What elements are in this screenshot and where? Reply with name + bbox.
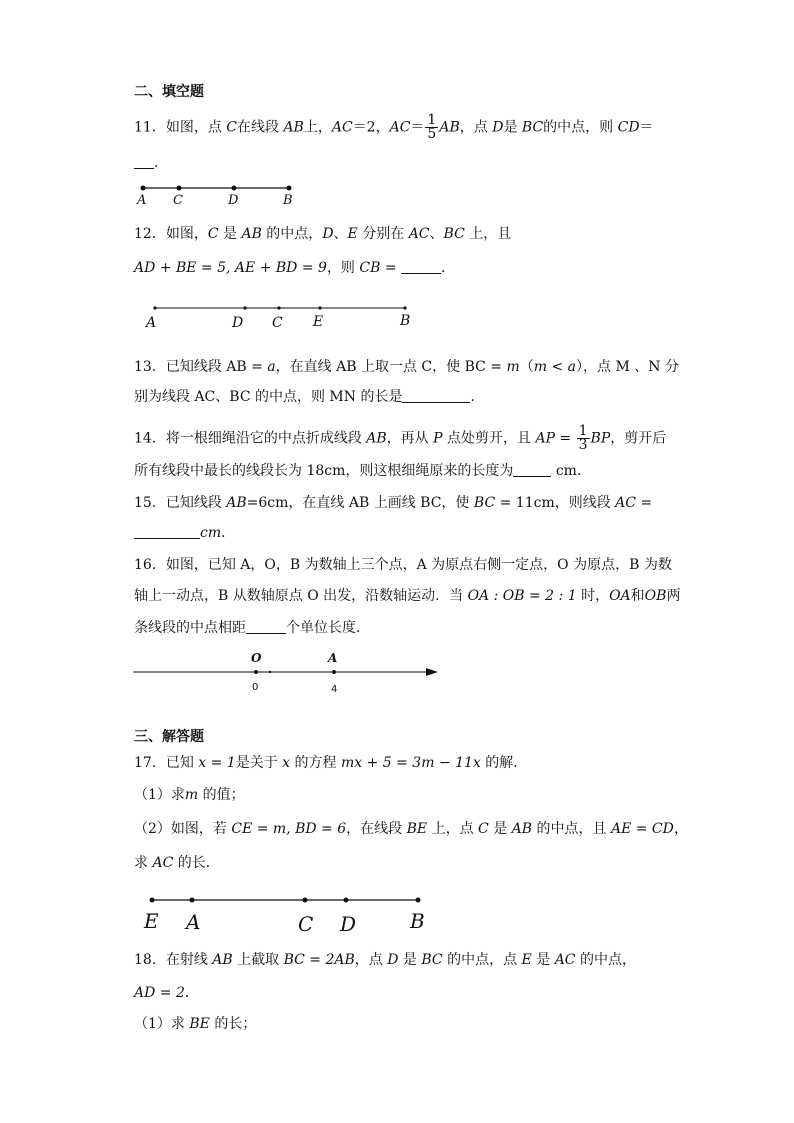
q11-text: ＝ <box>410 119 425 136</box>
q18-text: 的长； <box>209 1016 257 1032</box>
q17-equation: mx + 5 = 3m − 11x <box>340 755 481 771</box>
q11-var: BC <box>521 119 544 136</box>
q11-text: 的中点，则 <box>543 119 618 136</box>
q11-var: CD <box>617 119 640 136</box>
q12-period: ． <box>441 260 456 276</box>
q17-point <box>416 898 421 903</box>
q12-var: CB <box>359 260 381 276</box>
q11-point <box>141 186 146 191</box>
q16-point-a <box>332 670 336 674</box>
q15-unit: cm <box>200 525 222 541</box>
q11-var: D <box>492 119 504 136</box>
q18-text: 的中点，点 <box>442 952 522 968</box>
q17-text: （2）如图，若 <box>134 821 232 837</box>
q15-var: AB <box>226 495 247 511</box>
q15-var: BC <box>473 495 496 511</box>
q12-point <box>403 306 406 309</box>
q15-var: AC <box>615 495 636 511</box>
q14-text: 14．将一根细绳沿它的中点折成线段 <box>134 430 367 447</box>
q17-equation: x = 1 <box>198 755 236 771</box>
q18-text: 18．在射线 <box>134 952 213 968</box>
q16-text: 条线段的中点相距 <box>134 620 246 636</box>
q13-text: 13．已知线段 AB = <box>134 359 268 375</box>
q12-var: AB <box>241 226 262 242</box>
q18-var: BC <box>421 952 443 968</box>
q12-point-label: E <box>313 314 324 330</box>
q16-tick-label: 4 <box>331 684 338 695</box>
q16-var: OA <box>609 588 631 604</box>
q17-point <box>344 898 349 903</box>
q17-equation: CE = m, BD = 6 <box>231 821 347 837</box>
q12-text: ，则 <box>326 260 360 276</box>
q12-equation: AD + BE = 5, AE + BD = 9 <box>134 260 327 276</box>
q16-text: 16．如图，已知 A，O，B 为数轴上三个点，A 为原点右侧一定点，O 为原点，B 为数 <box>134 557 672 573</box>
q16-number-line <box>133 651 438 695</box>
q12-point <box>243 306 246 309</box>
q12-text: 分别在 <box>357 226 409 242</box>
q17-text: 上，点 <box>427 821 479 837</box>
q17-text: 求 <box>134 855 153 871</box>
q15-text: 15．已知线段 <box>134 495 227 511</box>
q11-text: ＝ <box>639 119 654 136</box>
q17-text: 是 <box>488 821 512 837</box>
q11-frac-num: 1 <box>427 112 437 128</box>
q17-text: 17．已知 <box>134 755 199 771</box>
q18-text: 是 <box>398 952 422 968</box>
q18-equation: AD = 2 <box>134 985 185 1001</box>
q18-text: ，点 <box>354 952 388 968</box>
q17-var: AB <box>511 821 533 837</box>
q15-text: = 11cm，则线段 <box>495 495 616 511</box>
q16-text: 两 <box>666 588 681 604</box>
q11-var: AC <box>331 119 353 136</box>
q17-point-label: C <box>298 912 314 936</box>
q17-var: C <box>478 821 489 837</box>
q12-text: 、 <box>333 226 348 242</box>
q16-text: 个单位长度． <box>286 620 370 636</box>
q11-point-label: B <box>283 193 293 208</box>
q14-text: cm． <box>551 463 591 479</box>
q13-text: ，在直线 AB 上取一点 C，使 BC = <box>275 359 507 375</box>
q18-equation: BC = 2AB <box>283 952 355 968</box>
q17-point-label: E <box>144 909 159 933</box>
q16-text: 时， <box>576 588 610 604</box>
q12-text: 是 <box>218 226 242 242</box>
q12-text: 上，且 <box>464 226 512 242</box>
q14-text: ，再从 <box>386 430 434 447</box>
q17-var: BE <box>406 821 428 837</box>
q17-text: 的方程 <box>290 755 341 771</box>
section-title-solve: 三、解答题 <box>134 729 204 745</box>
q11-text: 在线段 <box>236 119 284 136</box>
q13-var: m <box>506 359 520 375</box>
q14-text: 点处剪开，且 <box>442 430 536 447</box>
q17-equation: AE = CD <box>610 821 674 837</box>
q14-var: AP <box>535 430 555 447</box>
q12-point <box>153 306 156 309</box>
q14-var: AB <box>366 430 387 447</box>
q18-text: （1）求 <box>134 1016 190 1032</box>
q11-text: ＝2， <box>352 119 390 136</box>
q14-frac-den: 3 <box>578 437 588 453</box>
q12-var: C <box>207 226 219 242</box>
q11-frac-den: 5 <box>427 126 437 142</box>
q18-var: D <box>387 952 399 968</box>
q18-var: AB <box>212 952 233 968</box>
q14-var: BP <box>590 430 611 447</box>
q16-point-label: O <box>251 651 262 665</box>
q17-point <box>190 898 195 903</box>
q18-text: 的中点， <box>575 952 636 968</box>
q18-var: E <box>521 952 532 968</box>
q16-tick-label: 0 <box>252 682 259 693</box>
q18-text: 是 <box>531 952 555 968</box>
q17-point <box>303 898 308 903</box>
q11-point-label: D <box>228 193 239 208</box>
q17-var: m <box>184 787 199 803</box>
q11-point <box>232 186 237 191</box>
q18-text: ． <box>184 985 199 1001</box>
q18-text: 上截取 <box>232 952 284 968</box>
q17-point-label: A <box>186 910 201 934</box>
q12-point-label: A <box>146 315 157 331</box>
q12-point <box>318 306 321 309</box>
q11-var: AC <box>389 119 411 136</box>
q17-var: x <box>282 755 291 771</box>
q13-var: a <box>267 359 276 375</box>
q17-segment-figure <box>143 898 425 937</box>
q16-text: 轴上一动点，B 从数轴原点 O 出发，沿数轴运动．当 <box>134 588 468 604</box>
q13-condition: m < a <box>533 359 577 375</box>
q17-text: 的长． <box>173 855 220 871</box>
q16-point-o <box>254 670 258 674</box>
q17-text: （1）求 <box>134 787 185 803</box>
q12-point-label: D <box>232 315 244 331</box>
q15-text: = <box>636 495 653 511</box>
q11-point <box>177 186 182 191</box>
q17-text: 的中点，且 <box>532 821 611 837</box>
section-title-fill: 二、填空题 <box>134 84 204 100</box>
q11-var: AB <box>283 119 304 136</box>
q11-text: 11．如图，点 <box>134 119 227 136</box>
q17-text: ， <box>673 821 688 837</box>
q16-point-label: A <box>328 651 338 665</box>
q17-text: 是关于 <box>235 755 283 771</box>
q17-text: ，在线段 <box>346 821 407 837</box>
q16-var: OB <box>644 588 667 604</box>
q17-point <box>150 898 155 903</box>
q16-axis-arrow-icon <box>426 668 438 676</box>
q12-point-label: C <box>272 315 283 331</box>
q11-text: 上， <box>303 119 332 136</box>
q13-text: ），点 M 、N 分 <box>576 359 679 375</box>
q11-var: C <box>226 119 237 136</box>
q11-point-label: C <box>173 193 183 208</box>
q12-var: AC <box>408 226 430 242</box>
q14-var: P <box>433 430 443 447</box>
q16-point-b <box>269 671 271 673</box>
q13-text: （ <box>519 359 534 375</box>
q15-text: =6cm，在直线 AB 上画线 BC，使 <box>246 495 474 511</box>
q11-text: ，点 <box>459 119 493 136</box>
q14-frac-num: 1 <box>578 423 588 439</box>
q11-text: 是 <box>503 119 522 136</box>
q17-text: 的值； <box>198 787 245 803</box>
q12-text: = <box>380 260 402 276</box>
q12-point <box>277 306 280 309</box>
q16-ratio: OA : OB = 2 : 1 <box>467 588 577 604</box>
q12-text: 12．如图， <box>134 226 208 242</box>
q11-point-label: A <box>137 193 147 208</box>
q11-point <box>287 186 292 191</box>
q12-var: BC <box>443 226 465 242</box>
q12-point-label: B <box>400 313 411 329</box>
q12-text: 的中点， <box>261 226 323 242</box>
q18-var: AC <box>554 952 576 968</box>
q18-var: BE <box>189 1016 210 1032</box>
q17-var: AC <box>152 855 174 871</box>
q16-text: 和 <box>630 588 645 604</box>
q11-segment-figure <box>136 186 293 209</box>
q11-period: ． <box>154 155 168 171</box>
q11-var: AB <box>439 119 460 136</box>
q15-period: ． <box>221 525 236 541</box>
q17-point-label: D <box>340 912 357 936</box>
q17-text: 的解． <box>480 755 528 771</box>
q14-text: 所有线段中最长的线段长为 18cm，则这根细绳原来的长度为 <box>134 463 514 479</box>
q12-var: D <box>322 226 334 242</box>
q17-point-label: B <box>410 909 425 933</box>
q13-period: ． <box>470 389 485 405</box>
q12-segment-figure <box>144 306 410 331</box>
q13-text: 别为线段 AC、BC 的中点，则 MN 的长是 <box>134 389 403 405</box>
q12-var: E <box>347 226 358 242</box>
q14-text: ，剪开后 <box>610 430 667 447</box>
q12-text: 、 <box>429 226 444 242</box>
q14-text: = <box>554 430 576 447</box>
